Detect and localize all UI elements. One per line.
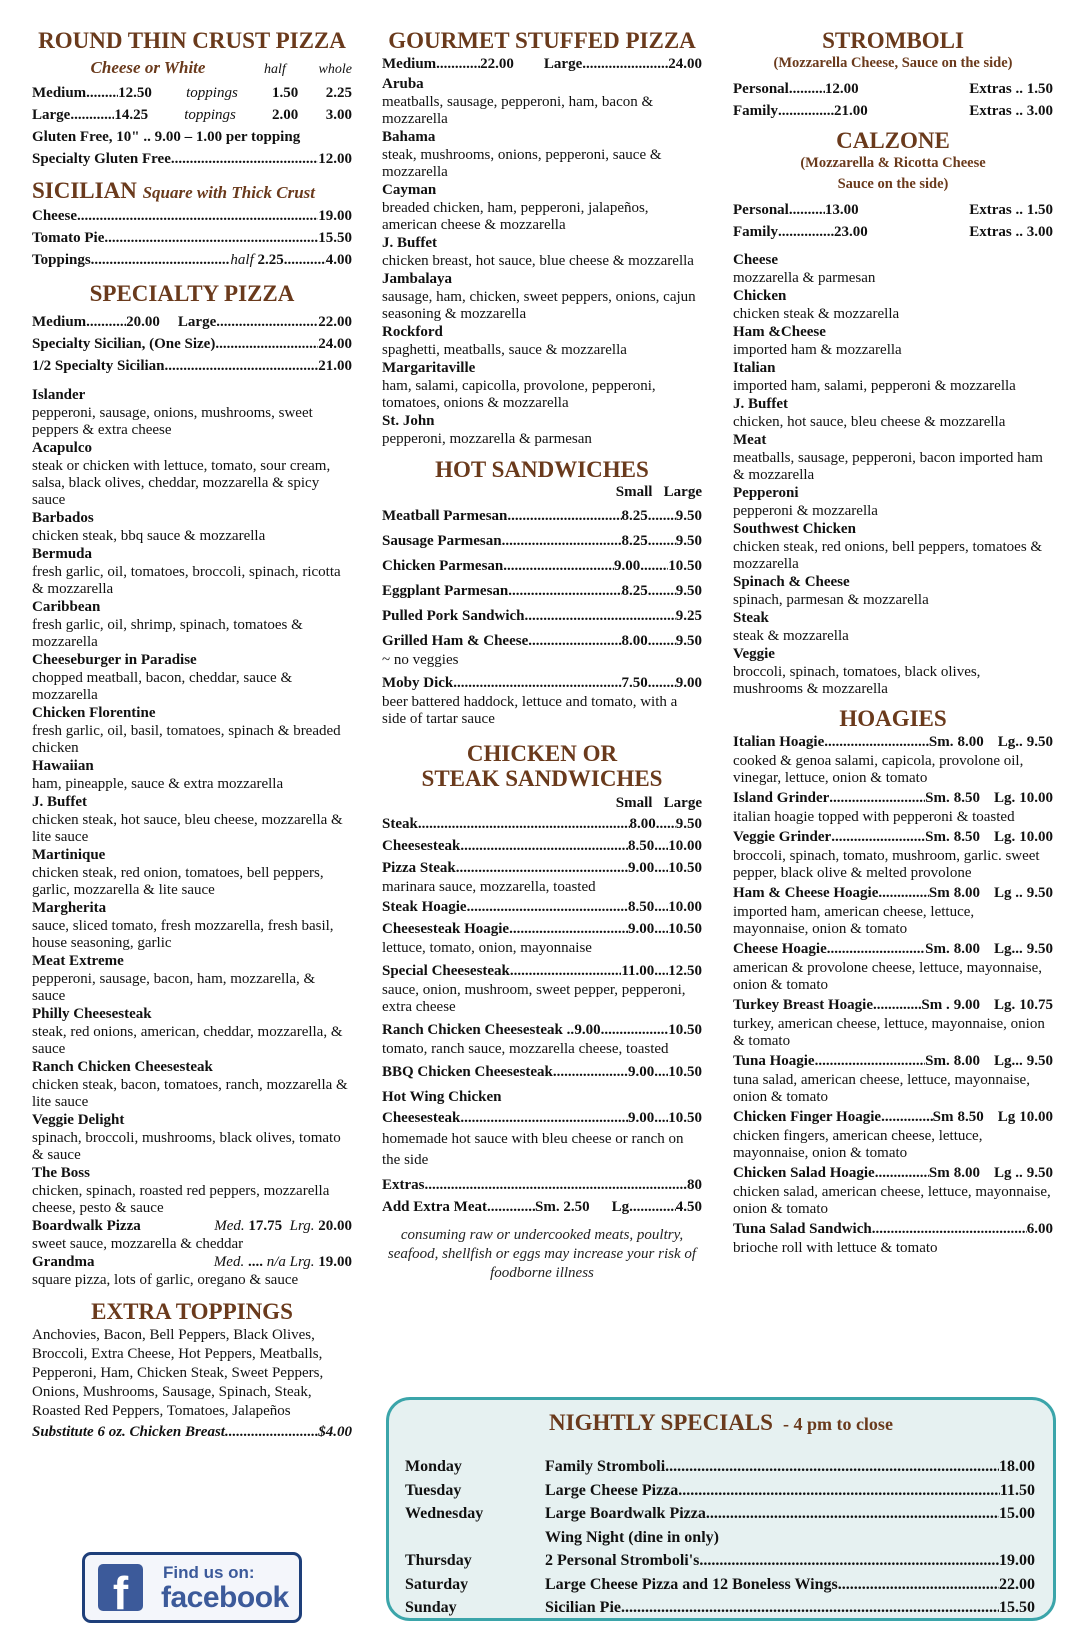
- hot-sandwiches-title: HOT SANDWICHES: [435, 457, 649, 482]
- specialty-sicilian-row: Specialty Sicilian, (One Size) ..... 24.00: [32, 333, 352, 355]
- hoagie-name: Turkey Breast Hoagie: [733, 997, 874, 1013]
- calzone-desc: spinach, parmesan & mozzarella: [733, 592, 929, 608]
- stromboli-title: STROMBOLI: [822, 28, 964, 53]
- calzone-desc: imported ham & mozzarella: [733, 342, 902, 358]
- cheesesteak-row: Cheesesteak ..... 8.50 ..... 10.00: [382, 835, 702, 857]
- specialty-pizza-name: Margherita: [32, 900, 107, 916]
- hoagie-name: Italian Hoagie: [733, 734, 825, 750]
- hot-wing-chicken-line: Hot Wing Chicken: [382, 1089, 502, 1105]
- special-item: Sicilian Pie: [545, 1599, 621, 1616]
- specialty-pizza-name: Veggie Delight: [32, 1112, 125, 1128]
- hoagies-title: HOAGIES: [839, 706, 947, 731]
- calzone-subtitle-2: Sauce on the side): [837, 176, 949, 192]
- specialty-pizza-desc: steak, red onions, american, cheddar, mozzarella, & sauce: [32, 1024, 343, 1057]
- pulled-pork-row: Pulled Pork Sandwich ..... 9.25: [382, 605, 702, 627]
- ranch-chicken-cheesesteak-desc: tomato, ranch sauce, mozzarella cheese, toasted: [382, 1041, 669, 1057]
- hot-sandwich-row: [382, 580, 702, 602]
- hoagie-row: [733, 731, 1053, 753]
- small-label: Sm .: [921, 997, 950, 1013]
- calzone-title: CALZONE: [836, 128, 950, 153]
- grandma-pizza-desc: square pizza, lots of garlic, oregano & sauce: [32, 1272, 299, 1288]
- pizza-steak-desc: marinara sauce, mozzarella, toasted: [382, 879, 596, 895]
- hoagie-name: Tuna Hoagie: [733, 1053, 815, 1069]
- extra-toppings-title: EXTRA TOPPINGS: [91, 1299, 293, 1324]
- calzone-desc: steak & mozzarella: [733, 628, 849, 644]
- hoagie-desc: chicken salad, american cheese, lettuce, mayonnaise, onion & tomato: [733, 1184, 1051, 1217]
- nightly-special-row: [405, 1550, 1035, 1572]
- steak-sandwiches-size-header: Small Large: [615, 795, 702, 811]
- specialty-pizza-name: Ranch Chicken Cheesesteak: [32, 1059, 213, 1075]
- hot-sandwiches-list: [382, 505, 702, 602]
- specialty-pizza-name: Bermuda: [32, 546, 92, 562]
- calzone-name: Cheese: [733, 252, 778, 268]
- large-label: Lg.: [993, 829, 1016, 845]
- boardwalk-pizza-row: Boardwalk Pizza Med. 17.75 Lrg. 20.00: [32, 1218, 352, 1234]
- specialty-pizza-name: Cheeseburger in Paradise: [32, 652, 197, 668]
- hoagie-desc: broccoli, spinach, tomato, mushroom, garlic. sweet pepper, black olive & melted provolone: [733, 848, 1040, 881]
- hoagie-row: [733, 787, 1053, 809]
- nightly-special-row: [405, 1503, 1035, 1525]
- specialty-pizza-desc: fresh garlic, oil, shrimp, spinach, tomatoes & mozzarella: [32, 617, 303, 650]
- specialty-items-list: [32, 386, 352, 1217]
- calzone-name: Chicken: [733, 288, 787, 304]
- gourmet-size-row: Medium ..... 22.00 Large ..... 24.00: [382, 53, 702, 75]
- specialty-pizza-name: Meat Extreme: [32, 953, 124, 969]
- special-item: 2 Personal Stromboli's: [545, 1552, 700, 1569]
- hoagie-row: [733, 1050, 1053, 1072]
- hoagie-row: [733, 994, 1053, 1016]
- calzone-subtitle-1: (Mozzarella & Ricotta Cheese: [800, 155, 986, 171]
- large-label: Lg..: [997, 734, 1023, 750]
- specialty-gluten-free-row: Specialty Gluten Free ..... 12.00: [32, 148, 352, 170]
- foodborne-illness-notice: consuming raw or undercooked meats, poultry, seafood, shellfish or eggs may increase your risk of foodborne illness: [387, 1227, 697, 1281]
- specialty-pizza-desc: pepperoni, sausage, onions, mushrooms, sweet peppers & extra cheese: [32, 405, 313, 438]
- gourmet-pizza-desc: sausage, ham, chicken, sweet peppers, onions, cajun seasoning & mozzarella: [382, 289, 696, 322]
- specialty-pizza-name: J. Buffet: [32, 794, 87, 810]
- gourmet-pizza-desc: spaghetti, meatballs, sauce & mozzarella: [382, 342, 627, 358]
- small-price: 8.25: [621, 533, 648, 549]
- large-label: Lg ..: [993, 885, 1023, 901]
- specialty-pizza-name: Caribbean: [32, 599, 101, 615]
- pizza-steak-row: Pizza Steak ..... 9.00 ..... 10.50: [382, 857, 702, 879]
- bbq-chicken-cheesesteak-row: BBQ Chicken Cheesesteak ..... 9.00 ..... 10.50: [382, 1061, 702, 1083]
- small-price: 8.50: [953, 790, 980, 806]
- leader-dots: [699, 1550, 999, 1572]
- leader-dots: [831, 826, 925, 848]
- stromboli-subtitle: (Mozzarella Cheese, Sauce on the side): [773, 55, 1013, 71]
- specialty-pizza-name: The Boss: [32, 1165, 90, 1181]
- leader-dots: [648, 530, 676, 552]
- round-sub-header: [32, 56, 352, 82]
- leader-dots: [665, 1456, 999, 1478]
- sandwich-name: Meatball Parmesan: [382, 508, 508, 524]
- large-price: 9.50: [1026, 1165, 1053, 1181]
- leader-dots: [503, 555, 614, 577]
- hoagie-desc: turkey, american cheese, lettuce, mayonnaise, onion & tomato: [733, 1016, 1045, 1049]
- special-item: Large Cheese Pizza: [545, 1481, 679, 1499]
- hoagie-row: [733, 882, 1053, 904]
- cheesesteak-hoagie-desc: lettuce, tomato, onion, mayonnaise: [382, 940, 592, 956]
- small-price: 8.00: [953, 885, 980, 901]
- extras-row: Extras. ..... .80: [382, 1174, 702, 1196]
- special-price: 11.50: [999, 1481, 1035, 1499]
- calzone-desc: pepperoni & mozzarella: [733, 503, 878, 519]
- small-label: Sm.: [925, 941, 950, 957]
- sicilian-cheese-row: Cheese ..... 19.00: [32, 205, 352, 227]
- small-label: Sm: [928, 1165, 950, 1181]
- large-price: 9.50: [1026, 1053, 1053, 1069]
- hoagie-desc: tuna salad, american cheese, lettuce, mayonnaise, onion & tomato: [733, 1072, 1030, 1105]
- small-label: Sm: [932, 1109, 954, 1125]
- stromboli-family-row: Family ..... 21.00 Extras .. 3.00: [733, 100, 1053, 122]
- small-label: Sm.: [925, 790, 950, 806]
- ranch-chicken-cheesesteak-row: Ranch Chicken Cheesesteak . ..... 9.00 ..... 10.50: [382, 1019, 702, 1041]
- specialty-pizza-desc: steak or chicken with lettuce, tomato, sour cream, salsa, black olives, cheddar, mozzarella & spicy sauce: [32, 458, 331, 508]
- large-price: 10.75: [1019, 997, 1053, 1013]
- leader-dots: [827, 938, 925, 960]
- leader-dots: [678, 1480, 1000, 1502]
- small-price: 8.50: [953, 829, 980, 845]
- large-price: 10.00: [1019, 1109, 1053, 1125]
- calzone-name: Italian: [733, 360, 776, 376]
- specialty-pizza-name: Barbados: [32, 510, 94, 526]
- small-label: Sm.: [925, 829, 950, 845]
- small-price: 8.25: [621, 583, 648, 599]
- round-large-row: Large ..... 14.25 toppings 2.00 3.00: [32, 104, 352, 126]
- specialty-pizza-desc: chicken steak, bbq sauce & mozzarella: [32, 528, 266, 544]
- large-price: 9.50: [1026, 885, 1053, 901]
- cheesesteak-hoagie-row: Cheesesteak Hoagie ..... 9.00 ..... 10.50: [382, 918, 702, 940]
- specialty-pizza-name: Chicken Florentine: [32, 705, 156, 721]
- calzone-name: J. Buffet: [733, 396, 788, 412]
- round-medium-row: Medium ..... 12.50 toppings 1.50 2.25: [32, 82, 352, 104]
- hoagie-name: Ham & Cheese Hoagie: [733, 885, 879, 901]
- sandwich-name: Chicken Parmesan: [382, 558, 504, 574]
- gourmet-pizza-name: Cayman: [382, 182, 437, 198]
- special-cheesesteak-row: Special Cheesesteak ..... 11.00 ..... 12.50: [382, 960, 702, 982]
- large-label: Lg.: [993, 790, 1016, 806]
- special-price: 15.00: [999, 1505, 1035, 1522]
- hoagie-row: [733, 938, 1053, 960]
- nightly-special-row: [405, 1597, 1035, 1619]
- leader-dots: [507, 505, 621, 527]
- large-price: 10.50: [668, 558, 702, 574]
- hot-wing-cheesesteak-row: Cheesesteak ..... 9.00 ..... 10.50: [382, 1107, 702, 1129]
- nightly-specials-subtitle: - 4 pm to close: [782, 1414, 893, 1434]
- special-day: Monday: [405, 1458, 462, 1475]
- large-price: 10.00: [1019, 790, 1053, 806]
- boardwalk-pizza-desc: sweet sauce, mozzarella & cheddar: [32, 1236, 244, 1252]
- specialty-pizza-title: SPECIALTY PIZZA: [89, 281, 295, 306]
- leader-dots: [878, 882, 929, 904]
- special-cheesesteak-desc: sauce, onion, mushroom, sweet pepper, pepperoni, extra cheese: [382, 982, 686, 1015]
- menu-column-3: [733, 28, 1053, 1257]
- leader-dots: [824, 731, 929, 753]
- gourmet-pizza-desc: meatballs, sausage, pepperoni, ham, bacon & mozzarella: [382, 94, 654, 127]
- add-extra-meat-row: Add Extra Meat ..... Sm. 2.50 Lg. ..... 4.50: [382, 1196, 702, 1218]
- hoagie-name: Chicken Salad Hoagie: [733, 1165, 875, 1181]
- whole-label: whole: [318, 62, 352, 77]
- small-price: 9.00: [953, 997, 980, 1013]
- calzone-name: Pepperoni: [733, 485, 799, 501]
- special-day: Sunday: [405, 1599, 457, 1616]
- sandwich-name: Sausage Parmesan: [382, 533, 502, 549]
- special-price: 22.00: [999, 1575, 1035, 1593]
- steak-hoagie-row: Steak Hoagie ..... 8.50 ..... 10.00: [382, 896, 702, 918]
- calzone-name: Meat: [733, 432, 767, 448]
- hoagie-row: [733, 1106, 1053, 1128]
- large-label: Lg.: [993, 997, 1016, 1013]
- specialty-pizza-desc: chopped meatball, bacon, cheddar, sauce & mozzarella: [32, 670, 293, 703]
- leader-dots: [648, 505, 676, 527]
- specialty-size-row: Medium ..... 20.00 Large ..... 22.00: [32, 311, 352, 333]
- gourmet-pizza-name: St. John: [382, 413, 435, 429]
- large-price: 9.50: [675, 583, 702, 599]
- substitute-chicken-row: Substitute 6 oz. Chicken Breast ..... $4.00: [32, 1421, 352, 1443]
- gourmet-pizza-name: Bahama: [382, 129, 436, 145]
- calzone-desc: chicken steak, red onions, bell peppers, tomatoes & mozzarella: [733, 539, 1043, 572]
- grilled-ham-cheese-note: ~ no veggies: [382, 652, 459, 668]
- special-price: 15.50: [999, 1599, 1035, 1616]
- calzone-name: Spinach & Cheese: [733, 574, 850, 590]
- tomato-pie-row: Tomato Pie ..... 15.50: [32, 227, 352, 249]
- hot-sandwich-row: [382, 530, 702, 552]
- hoagie-name: Island Grinder: [733, 790, 830, 806]
- hoagie-name: Chicken Finger Hoagie: [733, 1109, 882, 1125]
- extra-toppings-list: Anchovies, Bacon, Bell Peppers, Black Olives, Broccoli, Extra Cheese, Hot Peppers, Meatballs, Pepperoni, Ham, Chicken Steak, Sweet Peppers, Onions, Mushrooms, Sausage, Spinach, Steak, Roasted Red Peppers, Tomatoes, Jalapeños: [32, 1327, 324, 1419]
- leader-dots: [873, 994, 921, 1016]
- nightly-specials-title: NIGHTLY SPECIALS: [549, 1410, 773, 1435]
- stromboli-personal-row: Personal ..... 12.00 Extras .. 1.50: [733, 78, 1053, 100]
- specialty-pizza-desc: spinach, broccoli, mushrooms, black olives, tomato & sauce: [32, 1130, 341, 1163]
- steak-row: Steak ..... 8.00 ..... 9.50: [382, 813, 702, 835]
- special-item: Wing Night (dine in only): [545, 1528, 719, 1546]
- large-price: 10.00: [1019, 829, 1053, 845]
- hoagie-desc: italian hoagie topped with pepperoni & toasted: [733, 809, 1015, 825]
- calzone-desc: mozzarella & parmesan: [733, 270, 876, 286]
- round-thin-crust-title: ROUND THIN CRUST PIZZA: [38, 28, 346, 53]
- large-price: 9.50: [675, 533, 702, 549]
- specialty-pizza-name: Islander: [32, 387, 86, 403]
- hoagie-desc: chicken fingers, american cheese, lettuce, mayonnaise, onion & tomato: [733, 1128, 983, 1161]
- gourmet-stuffed-title: GOURMET STUFFED PIZZA: [388, 28, 696, 53]
- small-price: 8.00: [953, 941, 980, 957]
- large-label: Lg: [997, 1109, 1016, 1125]
- grandma-pizza-row: Grandma Med. .... n/a Lrg. 19.00: [32, 1254, 352, 1270]
- sandwich-name: Eggplant Parmesan: [382, 583, 509, 599]
- gourmet-pizza-desc: chicken breast, hot sauce, blue cheese & mozzarella: [382, 253, 694, 269]
- facebook-find-us: Find us on:: [163, 1563, 255, 1582]
- hot-sandwiches-size-header: Small Large: [615, 484, 702, 500]
- hot-sandwich-row: [382, 505, 702, 527]
- special-day: Tuesday: [405, 1481, 462, 1499]
- specialty-pizza-name: Acapulco: [32, 440, 92, 456]
- small-label: Sm.: [925, 1053, 950, 1069]
- leader-dots: [838, 1574, 999, 1596]
- special-item: Large Cheese Pizza and 12 Boneless Wings: [545, 1575, 838, 1593]
- leader-dots: [621, 1597, 999, 1619]
- leader-dots: [706, 1503, 999, 1525]
- gourmet-items-list: [382, 75, 702, 448]
- nightly-special-row: [405, 1527, 1035, 1549]
- gourmet-pizza-desc: breaded chicken, ham, pepperoni, jalapeños, american cheese & mozzarella: [382, 200, 649, 233]
- nightly-specials-box: [386, 1397, 1056, 1621]
- menu-column-2: [382, 28, 702, 1283]
- large-price: 9.50: [675, 508, 702, 524]
- small-label: Sm.: [928, 734, 954, 750]
- large-label: Lg...: [993, 1053, 1023, 1069]
- specialty-pizza-desc: fresh garlic, oil, tomatoes, broccoli, spinach, ricotta & mozzarella: [32, 564, 341, 597]
- small-price: 8.25: [621, 508, 648, 524]
- calzone-desc: chicken, hot sauce, bleu cheese & mozzarella: [733, 414, 1006, 430]
- tuna-salad-sandwich-desc: brioche roll with lettuce & tomato: [733, 1240, 938, 1256]
- specialty-pizza-desc: chicken steak, red onion, tomatoes, bell peppers, garlic, mozzarella & lite sauce: [32, 865, 324, 898]
- special-item: Large Boardwalk Pizza: [545, 1505, 706, 1522]
- calzone-desc: meatballs, sausage, pepperoni, bacon imported ham & mozzarella: [733, 450, 1043, 483]
- gourmet-pizza-name: Rockford: [382, 324, 443, 340]
- facebook-wordmark: facebook: [161, 1581, 289, 1614]
- calzone-family-row: Family ..... 23.00 Extras .. 3.00: [733, 221, 1053, 243]
- leader-dots: [881, 1106, 933, 1128]
- calzone-personal-row: Personal ..... 13.00 Extras .. 1.50: [733, 199, 1053, 221]
- leader-dots: [648, 580, 676, 602]
- special-day: Saturday: [405, 1575, 469, 1593]
- special-price: 19.00: [999, 1552, 1035, 1569]
- calzone-desc: broccoli, spinach, tomatoes, black olives, mushrooms & mozzarella: [733, 664, 981, 697]
- moby-dick-row: Moby Dick ..... 7.50 ..... 9.00: [382, 672, 702, 694]
- nightly-special-row: [405, 1574, 1035, 1596]
- hot-wing-desc: homemade hot sauce with bleu cheese or ranch on the side: [382, 1131, 684, 1168]
- hot-sandwich-row: [382, 555, 702, 577]
- large-label: Lg ..: [993, 1165, 1023, 1181]
- specialty-pizza-desc: chicken, spinach, roasted red peppers, mozzarella cheese, pesto & sauce: [32, 1183, 330, 1216]
- facebook-badge[interactable]: [82, 1552, 302, 1623]
- gourmet-pizza-name: Aruba: [382, 76, 424, 92]
- specialty-pizza-desc: pepperoni, sausage, bacon, ham, mozzarella, & sauce: [32, 971, 316, 1004]
- special-price: 18.00: [999, 1458, 1035, 1475]
- moby-dick-desc: beer battered haddock, lettuce and tomato, with a side of tartar sauce: [382, 694, 678, 727]
- leader-dots: [815, 1050, 926, 1072]
- small-price: 8.00: [957, 734, 984, 750]
- hoagie-desc: cooked & genoa salami, capicola, provolone oil, vinegar, lettuce, onion & tomato: [733, 753, 1024, 786]
- sicilian-toppings-row: Toppings ..... half 2.25 ..... 4.00: [32, 249, 352, 271]
- specialty-pizza-name: Philly Cheesesteak: [32, 1006, 152, 1022]
- calzone-desc: chicken steak & mozzarella: [733, 306, 900, 322]
- hoagie-row: [733, 1162, 1053, 1184]
- grilled-ham-cheese-row: Grilled Ham & Cheese ..... 8.00 ..... 9.50: [382, 630, 702, 652]
- hoagie-items-list: [733, 731, 1053, 1218]
- leader-dots: [640, 555, 668, 577]
- nightly-special-row: [405, 1480, 1035, 1502]
- facebook-logo-icon: f: [98, 1564, 143, 1611]
- gourmet-pizza-name: Margaritaville: [382, 360, 476, 376]
- nightly-specials-header: [389, 1410, 1053, 1436]
- leader-dots: [829, 787, 925, 809]
- specialty-pizza-desc: fresh garlic, oil, basil, tomatoes, spinach & breaded chicken: [32, 723, 341, 756]
- calzone-desc: imported ham, salami, pepperoni & mozzarella: [733, 378, 1016, 394]
- hoagie-name: Cheese Hoagie: [733, 941, 827, 957]
- large-label: Lg...: [993, 941, 1023, 957]
- calzone-items-list: [733, 251, 1053, 698]
- specialty-pizza-name: Martinique: [32, 847, 106, 863]
- gluten-free-row: Gluten Free, 10" .. 9.00 – 1.00 per topping: [32, 129, 301, 145]
- special-day: Thursday: [405, 1552, 472, 1569]
- hoagie-desc: american & provolone cheese, lettuce, mayonnaise, onion & tomato: [733, 960, 1043, 993]
- small-price: 8.00: [953, 1053, 980, 1069]
- leader-dots: [508, 580, 621, 602]
- specialty-pizza-desc: sauce, sliced tomato, fresh mozzarella, fresh basil, house seasoning, garlic: [32, 918, 334, 951]
- small-price: 8.50: [957, 1109, 984, 1125]
- calzone-name: Veggie: [733, 646, 775, 662]
- specialty-pizza-desc: chicken steak, hot sauce, bleu cheese, mozzarella & lite sauce: [32, 812, 343, 845]
- large-price: 9.50: [1026, 941, 1053, 957]
- leader-dots: [502, 530, 622, 552]
- gourmet-pizza-name: J. Buffet: [382, 235, 437, 251]
- special-day: Wednesday: [405, 1505, 484, 1522]
- hoagie-row: [733, 826, 1053, 848]
- small-label: Sm: [928, 885, 950, 901]
- small-price: 9.00: [614, 558, 641, 574]
- menu-column-1: [32, 28, 352, 1443]
- steak-sandwiches-title: CHICKEN OR STEAK SANDWICHES: [421, 741, 663, 791]
- gourmet-pizza-desc: ham, salami, capicolla, provolone, pepperoni, tomatoes, onions & mozzarella: [382, 378, 656, 411]
- round-sub-label: Cheese or White: [90, 58, 206, 77]
- small-price: 8.00: [953, 1165, 980, 1181]
- specialty-pizza-name: Hawaiian: [32, 758, 94, 774]
- specialty-pizza-desc: chicken steak, bacon, tomatoes, ranch, mozzarella & lite sauce: [32, 1077, 348, 1110]
- gourmet-pizza-desc: steak, mushrooms, onions, pepperoni, sauce & mozzarella: [382, 147, 662, 180]
- leader-dots: [875, 1162, 929, 1184]
- tuna-salad-sandwich-row: Tuna Salad Sandwich ..... 6.00: [733, 1218, 1053, 1240]
- calzone-name: Southwest Chicken: [733, 521, 856, 537]
- half-label: half: [264, 62, 286, 77]
- large-price: 9.50: [1026, 734, 1053, 750]
- calzone-name: Steak: [733, 610, 769, 626]
- calzone-name: Ham &Cheese: [733, 324, 826, 340]
- special-item: Family Stromboli: [545, 1458, 666, 1475]
- sicilian-title: SICILIAN Square with Thick Crust: [32, 178, 315, 203]
- specialty-pizza-desc: ham, pineapple, sauce & extra mozzarella: [32, 776, 284, 792]
- hoagie-name: Veggie Grinder: [733, 829, 832, 845]
- gourmet-pizza-desc: pepperoni, mozzarella & parmesan: [382, 431, 592, 447]
- half-specialty-sicilian-row: 1/2 Specialty Sicilian ..... 21.00: [32, 355, 352, 377]
- hoagie-desc: imported ham, american cheese, lettuce, mayonnaise, onion & tomato: [733, 904, 975, 937]
- nightly-special-row: [405, 1456, 1035, 1478]
- gourmet-pizza-name: Jambalaya: [382, 271, 453, 287]
